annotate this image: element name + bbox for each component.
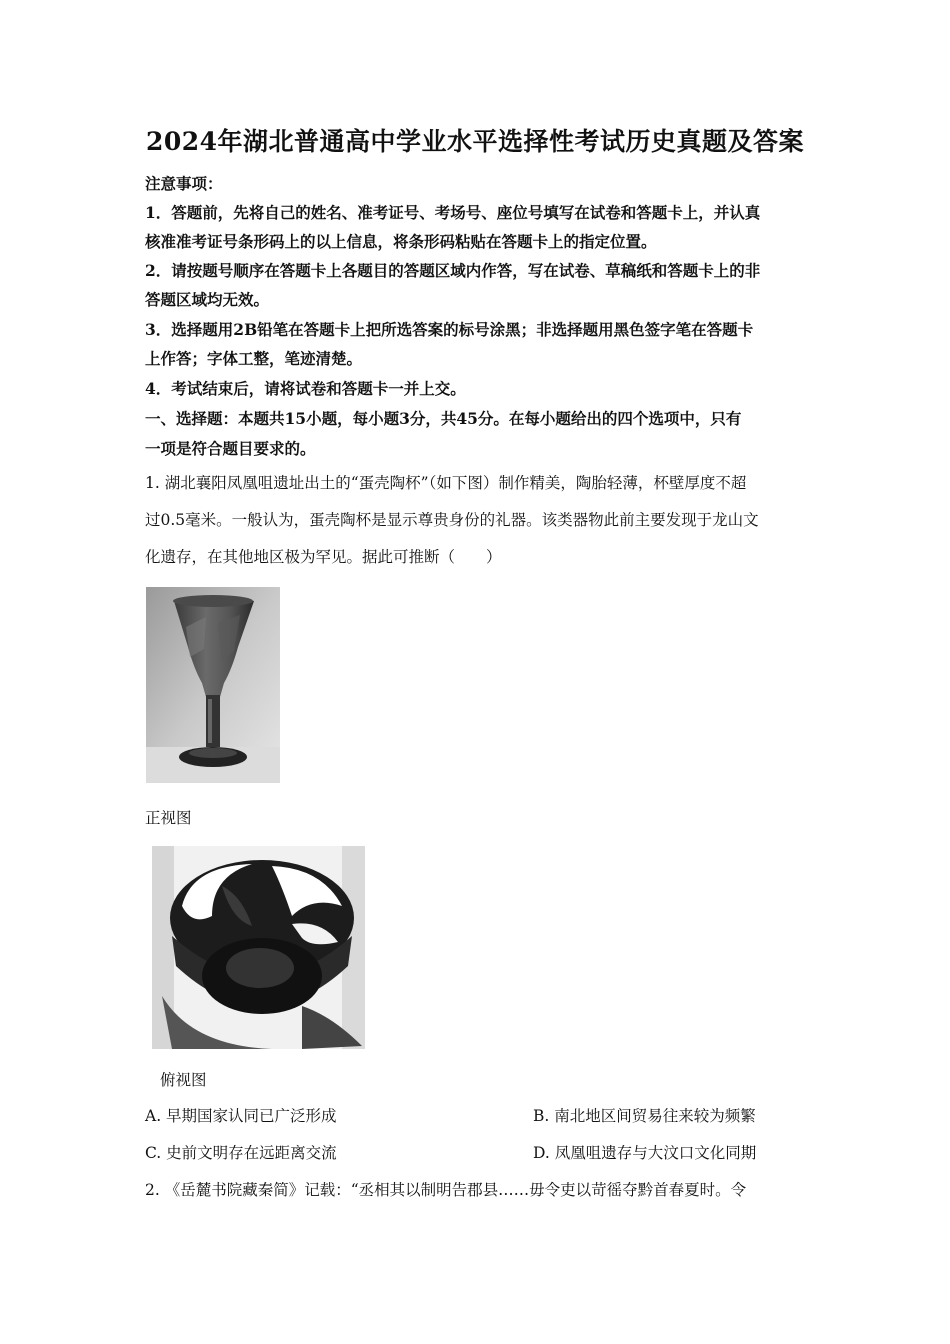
top-view-caption: 俯视图 <box>160 1071 207 1089</box>
top-view-photo <box>152 846 365 1049</box>
notice-heading: 注意事项： <box>145 174 223 193</box>
question-1-text: 化遗存，在其他地区极为罕见。据此可推断（ ） <box>145 548 502 566</box>
question-1-text: 1. 湖北襄阳凤凰咀遗址出土的“蛋壳陶杯”（如下图）制作精美，陶胎轻薄，杯壁厚度不超 <box>145 474 747 492</box>
question-1-text: 过0.5毫米。一般认为，蛋壳陶杯是显示尊贵身份的礼器。该类器物此前主要发现于龙山文 <box>145 511 759 529</box>
option-c: C. 史前文明存在远距离交流 <box>145 1144 337 1162</box>
option-d: D. 凤凰咀遗存与大汶口文化同期 <box>533 1144 757 1162</box>
notice-line: 核准准考证号条形码上的以上信息，将条形码粘贴在答题卡上的指定位置。 <box>145 232 657 251</box>
notice-line: 4．考试结束后，请将试卷和答题卡一并上交。 <box>145 379 466 398</box>
option-a: A. 早期国家认同已广泛形成 <box>145 1107 337 1125</box>
notice-line: 1．答题前，先将自己的姓名、准考证号、考场号、座位号填写在试卷和答题卡上，并认真 <box>145 203 761 222</box>
notice-line: 3．选择题用2B铅笔在答题卡上把所选答案的标号涂黑；非选择题用黑色签字笔在答题卡 <box>145 320 754 339</box>
front-view-photo <box>146 587 280 783</box>
notice-line: 上作答；字体工整，笔迹清楚。 <box>145 349 363 368</box>
question-2-text: 2. 《岳麓书院藏秦简》记载：“丞相其以制明告郡县……毋令吏以苛徭夺黔首春夏时。令 <box>145 1181 747 1199</box>
front-view-caption: 正视图 <box>145 809 192 827</box>
notice-line: 答题区域均无效。 <box>145 290 270 309</box>
option-b: B. 南北地区间贸易往来较为频繁 <box>533 1107 756 1125</box>
page-title: 2024年湖北普通高中学业水平选择性考试历史真题及答案 <box>145 127 805 156</box>
section-heading: 一、选择题：本题共15小题，每小题3分，共45分。在每小题给出的四个选项中，只有 <box>145 409 742 428</box>
notice-line: 2．请按题号顺序在答题卡上各题目的答题区域内作答，写在试卷、草稿纸和答题卡上的非 <box>145 261 761 280</box>
section-heading: 一项是符合题目要求的。 <box>145 439 316 458</box>
